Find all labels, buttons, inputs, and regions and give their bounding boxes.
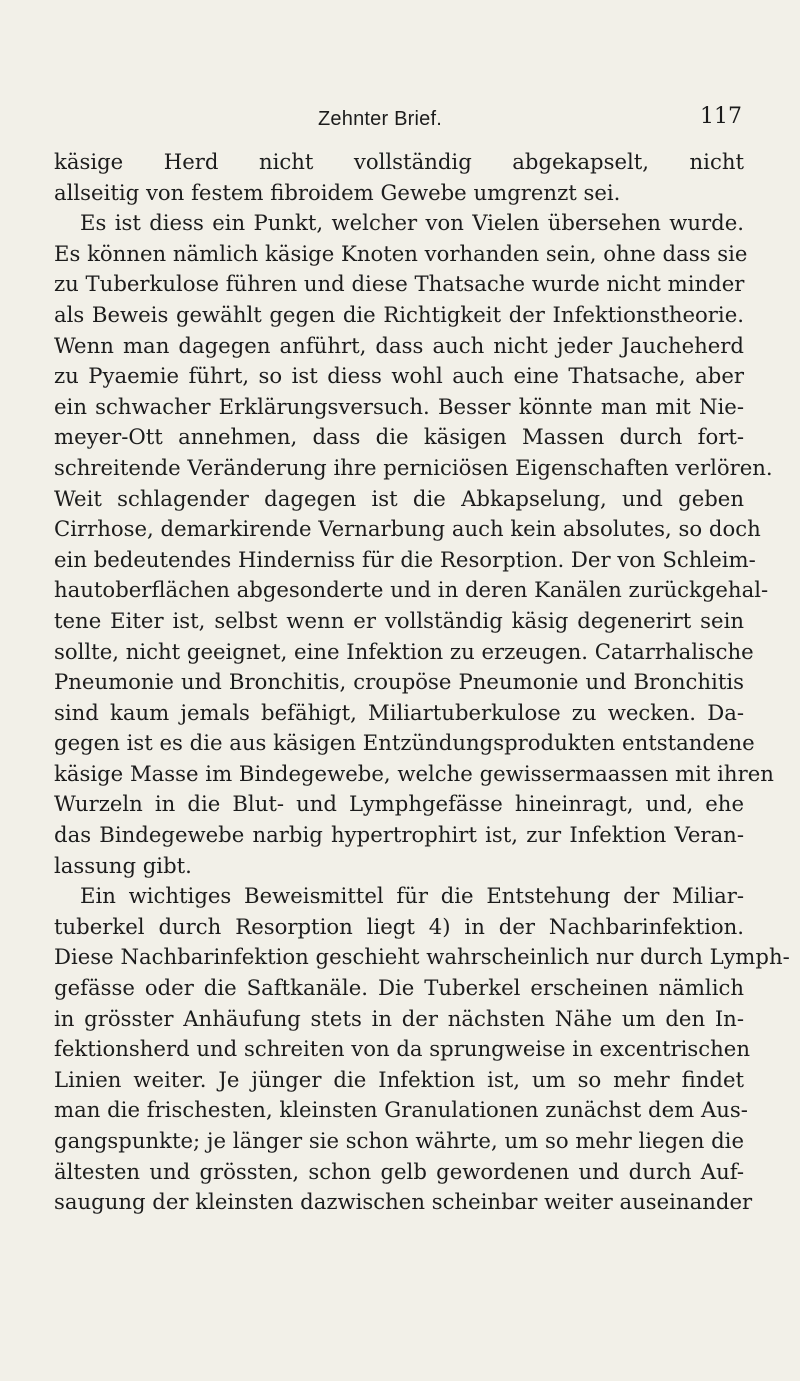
text-line: in grösster Anhäufung stets in der nächsten Nähe um den In- — [54, 1005, 744, 1031]
text-line: ein bedeutendes Hinderniss für die Resorption. Der von Schleim- — [54, 546, 756, 572]
text-line: hautoberflächen abgesonderte und in deren Kanälen zurückgehal- — [54, 577, 769, 603]
text-line: lassung gibt. — [54, 852, 192, 878]
text-line: käsige Masse im Bindegewebe, welche gewissermaassen mit ihren — [54, 760, 774, 786]
text-line: gefässe oder die Saftkanäle. Die Tuberkel erscheinen nämlich — [54, 975, 744, 1001]
text-line: Weit schlagender dagegen ist die Abkapselung, und geben — [54, 485, 744, 511]
text-line: saugung der kleinsten dazwischen scheinbar weiter auseinander — [54, 1189, 753, 1215]
text-line: Es können nämlich käsige Knoten vorhanden sein, ohne dass sie — [54, 240, 748, 266]
text-line: fektionsherd und schreiten von da sprungweise in excentrischen — [54, 1036, 750, 1062]
text-line: gegen ist es die aus käsigen Entzündungsprodukten entstandene — [54, 730, 755, 756]
text-line: ein schwacher Erklärungsversuch. Besser könnte man mit Nie- — [54, 393, 744, 419]
text-line: Pneumonie und Bronchitis, croupöse Pneumonie und Bronchitis — [54, 669, 744, 695]
text-line: zu Tuberkulose führen und diese Thatsache wurde nicht minder — [54, 271, 745, 297]
text-line: das Bindegewebe narbig hypertrophirt ist, zur Infektion Veran- — [54, 822, 744, 848]
text-line: tene Eiter ist, selbst wenn er vollständig käsig degenerirt sein — [54, 607, 744, 633]
text-line: meyer-Ott annehmen, dass die käsigen Massen durch fort- — [54, 424, 744, 450]
text-line: zu Pyaemie führt, so ist diess wohl auch eine Thatsache, aber — [54, 363, 744, 389]
text-line: käsige Herd nicht vollständig abgekapselt, nicht — [54, 149, 744, 174]
text-line: Es ist diess ein Punkt, welcher von Vielen übersehen wurde. — [80, 210, 744, 236]
text-line: Wurzeln in die Blut- und Lymphgefässe hineinragt, und, ehe — [54, 791, 744, 817]
text-line: sollte, nicht geeignet, eine Infektion zu erzeugen. Catarrhalische — [54, 638, 754, 664]
text-line: Wenn man dagegen anführt, dass auch nicht jeder Jaucheherd — [54, 332, 744, 358]
running-title: Zehnter Brief. — [318, 108, 442, 130]
page-header — [0, 104, 800, 138]
text-line: als Beweis gewählt gegen die Richtigkeit der Infektionstheorie. — [54, 301, 744, 327]
page-number: 117 — [700, 104, 742, 129]
text-line: Diese Nachbarinfektion geschieht wahrscheinlich nur durch Lymph- — [54, 944, 790, 970]
text-line: ältesten und grössten, schon gelb gewordenen und durch Auf- — [54, 1158, 744, 1184]
body-text — [54, 147, 790, 1218]
text-line: Ein wichtiges Beweismittel für die Entstehung der Miliar- — [80, 883, 744, 909]
text-line: Cirrhose, demarkirende Vernarbung auch kein absolutes, so doch — [54, 516, 761, 542]
text-line: allseitig von festem fibroidem Gewebe umgrenzt sei. — [54, 179, 621, 205]
text-line: schreitende Veränderung ihre perniciösen Eigenschaften verlören. — [54, 454, 773, 480]
text-line: sind kaum jemals befähigt, Miliartuberkulose zu wecken. Da- — [54, 699, 744, 725]
text-line: Linien weiter. Je jünger die Infektion ist, um so mehr findet — [54, 1066, 744, 1092]
text-line: tuberkel durch Resorption liegt 4) in der Nachbarinfektion. — [54, 913, 744, 939]
text-line: gangspunkte; je länger sie schon währte, um so mehr liegen die — [54, 1128, 744, 1153]
text-line: man die frischesten, kleinsten Granulationen zunächst dem Aus- — [54, 1097, 748, 1123]
